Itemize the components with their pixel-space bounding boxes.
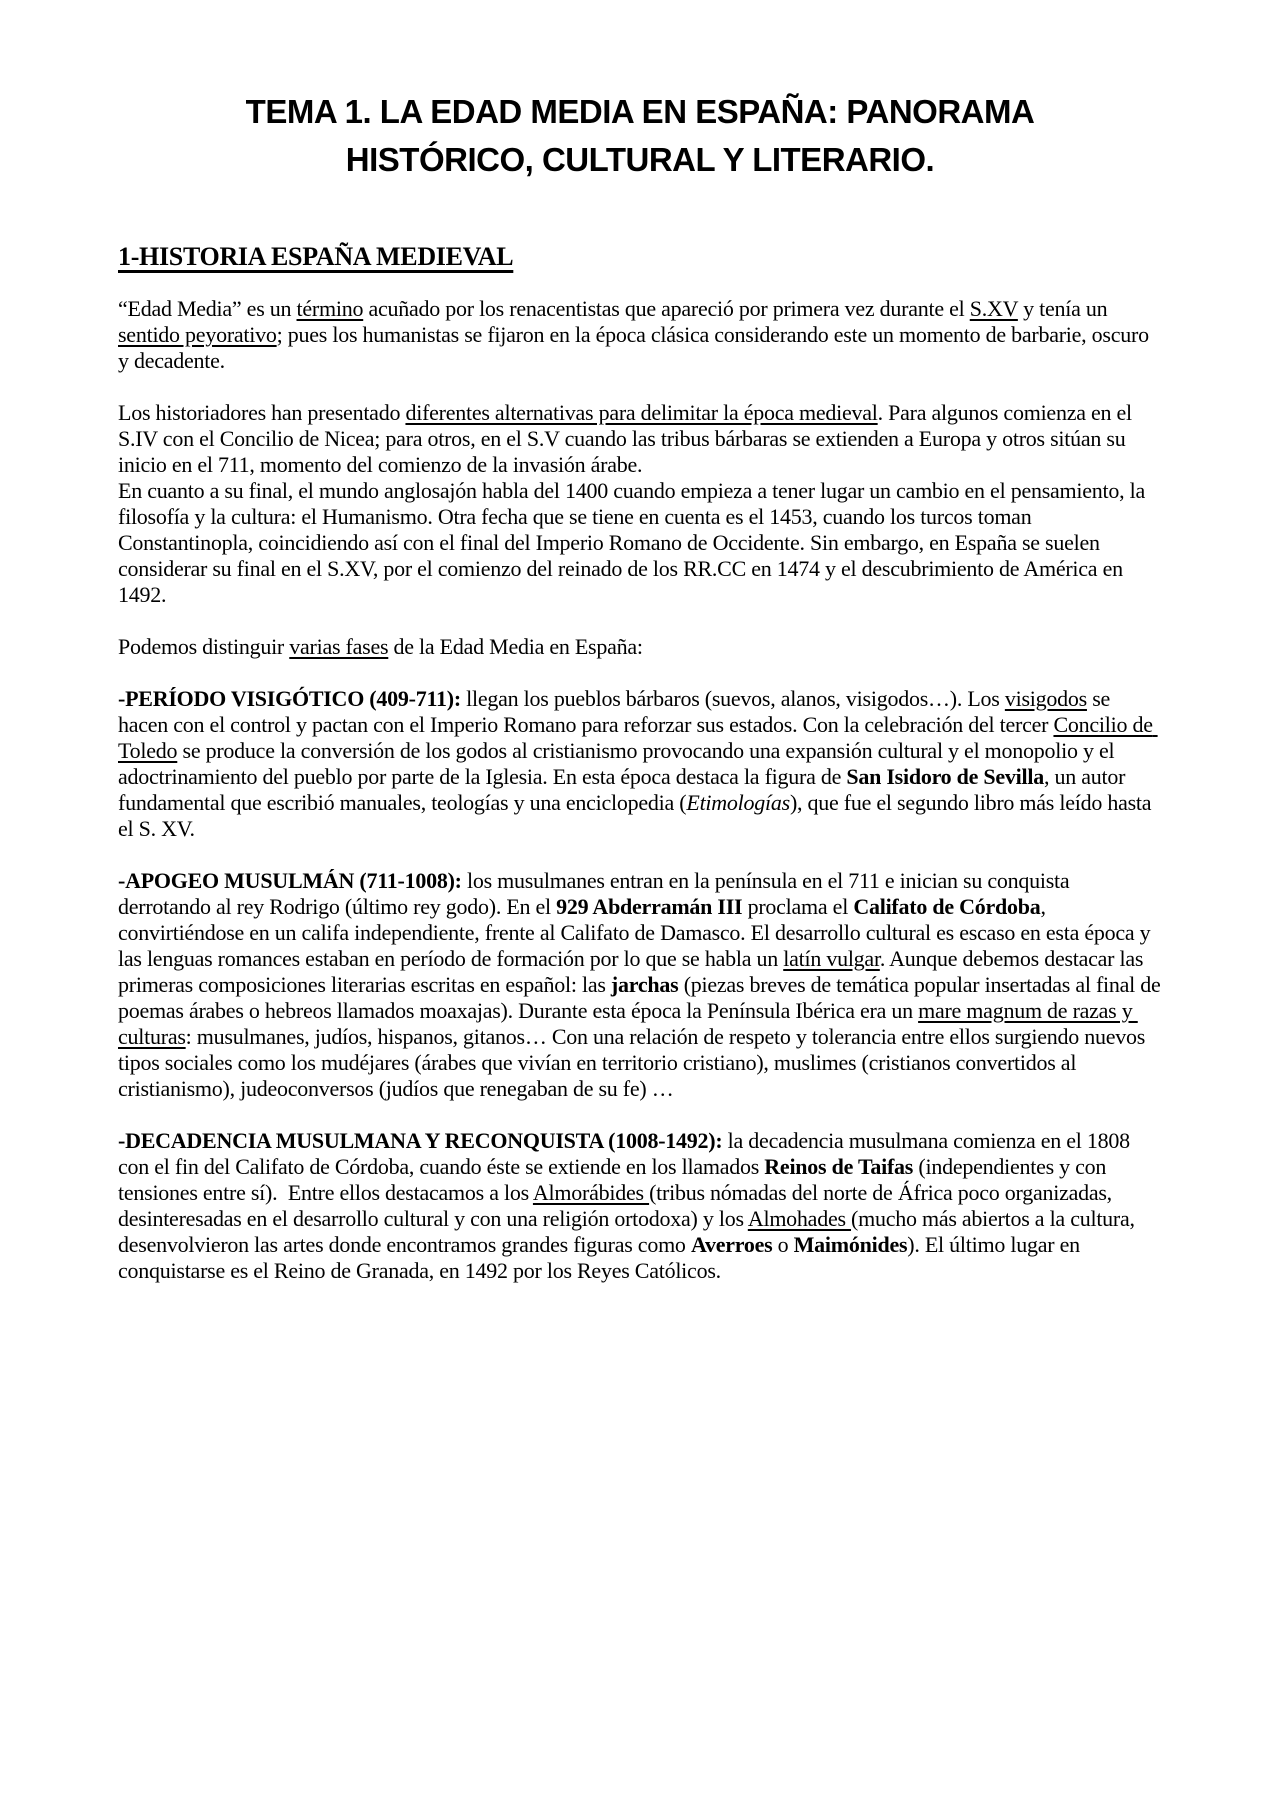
- text-run: acuñado por los renacentistas que apareció por primera vez durante el: [363, 295, 970, 321]
- text-run: diferentes alternativas para delimitar la época medieval: [405, 399, 878, 425]
- paragraph-final-edad-media: [118, 478, 1162, 608]
- text-run: -PERÍODO VISIGÓTICO (409-711):: [118, 685, 461, 711]
- text-run: (independientes y con tensiones entre sí). Entre ellos destacamos a los: [118, 1153, 1112, 1205]
- paragraph-definicion-edad-media: [118, 296, 1162, 374]
- text-run: Almohades: [747, 1205, 852, 1231]
- text-run: (tribus nómadas del norte de África poco organizadas, desinteresadas en el desarrollo cultural y con una religión ortodoxa) y los: [118, 1179, 1118, 1231]
- text-run: “Edad Media” es un: [118, 295, 297, 321]
- text-run: (piezas breves de temática popular insertadas al final de poemas árabes o hebreos llamados moaxajas). Durante esta época la Península Ibérica era un: [118, 971, 1166, 1023]
- paragraph-periodo-visigotico: [118, 686, 1162, 842]
- text-run: término: [296, 295, 364, 321]
- text-run: Reinos de Taifas: [764, 1153, 914, 1179]
- text-run: (mucho más abiertos a la cultura, desenvolvieron las artes donde encontramos grandes figuras como: [118, 1205, 1141, 1257]
- text-run: . Para algunos comienza en el S.IV con el Concilio de Nicea; para otros, en el S.V cuando las tribus bárbaras se extienden a Europa y otros sitúan su inicio en el 711, momento del comienzo de la invasión árabe.: [118, 399, 1138, 477]
- document-title: TEMA 1. LA EDAD MEDIA EN ESPAÑA: PANORAMA HISTÓRICO, CULTURAL Y LITERARIO.: [245, 93, 1035, 178]
- paragraph-apogeo-musulman: [118, 867, 1166, 1102]
- text-run: S.XV: [969, 295, 1018, 321]
- text-run: ), que fue el segundo libro más leído hasta el S. XV.: [118, 789, 1157, 841]
- text-run: de la Edad Media en España:: [388, 633, 643, 659]
- text-run: Califato de Córdoba: [853, 893, 1041, 919]
- text-run: latín vulgar: [783, 945, 880, 971]
- text-run: ). El último lugar en conquistarse es el Reino de Granada, en 1492 por los Reyes Católicos.: [118, 1231, 1086, 1283]
- text-run: se hacen con el control y pactan con el Imperio Romano para reforzar sus estados. Con la celebración del tercer: [118, 685, 1116, 737]
- text-run: , convirtiéndose en un califa independiente, frente al Califato de Damasco. El desarrollo cultural es escaso en esta época y las lenguas romances estaban en período de formación por lo que se habla un: [118, 893, 1156, 971]
- text-run: Los historiadores han presentado: [118, 399, 406, 425]
- text-run: . Aunque debemos destacar las primeras composiciones literarias escritas en español: las: [118, 945, 1149, 997]
- text-run: varias fases: [289, 633, 389, 659]
- text-run: jarchas: [610, 971, 679, 997]
- text-run: En cuanto a su final, el mundo anglosajón habla del 1400 cuando empieza a tener lugar un cambio en el pensamiento, la filosofía y la cultura: el Humanismo. Otra fecha que se tiene en cuenta es el 1453, cuando los turcos toman Constantinopla, coincidiendo así con el final del Imperio Romano de Occidente. Sin embargo, en España se suelen considerar su final en el S.XV, por el comienzo del reinado de los RR.CC en 1474 y el descubrimiento de América en 1492.: [118, 477, 1151, 607]
- text-run: Concilio de Toledo: [118, 711, 1158, 763]
- text-run: Maimónides: [793, 1231, 908, 1257]
- text-run: ; pues los humanistas se fijaron en la época clásica considerando este un momento de barbarie, oscuro y decadente.: [118, 321, 1155, 373]
- paragraph-decadencia-musulmana: [118, 1128, 1162, 1284]
- text-run: se produce la conversión de los godos al cristianismo provocando una expansión cultural y el monopolio y el adoctrinamiento del pueblo por parte de la Iglesia. En esta época destaca la figura de: [118, 737, 1120, 789]
- text-run: , un autor fundamental que escribió manuales, teologías y una enciclopedia (: [118, 763, 1131, 815]
- text-run: o: [772, 1231, 794, 1257]
- paragraph-delimitacion-epoca: [118, 400, 1162, 478]
- text-run: 929 Abderramán III: [556, 893, 743, 919]
- text-run: -APOGEO MUSULMÁN (711-1008):: [118, 867, 462, 893]
- text-run: Almorábides: [532, 1179, 650, 1205]
- text-run: : musulmanes, judíos, hispanos, gitanos… Con una relación de respeto y tolerancia entre ellos surgiendo nuevos tipos sociales como los mudéjares (árabes que vivían en territorio cristiano), muslimes (cristianos convertidos al cristianismo), judeoconversos (judíos que renegaban de su fe) …: [118, 1023, 1151, 1101]
- section-heading-historia: 1-HISTORIA ESPAÑA MEDIEVAL: [118, 241, 514, 271]
- text-run: mare magnum de razas y culturas: [118, 997, 1138, 1049]
- text-run: Etimologías: [686, 789, 790, 815]
- text-run: Podemos distinguir: [118, 633, 290, 659]
- text-run: visigodos: [1004, 685, 1087, 711]
- text-run: -DECADENCIA MUSULMANA Y RECONQUISTA (1008-1492):: [118, 1127, 723, 1153]
- text-run: los musulmanes entran en la península en el 711 e inician su conquista derrotando al rey Rodrigo (último rey godo). En el: [118, 867, 1075, 919]
- paragraph-fases: [118, 634, 1162, 660]
- text-run: proclama el: [742, 893, 854, 919]
- text-run: y tenía un: [1017, 295, 1113, 321]
- text-run: llegan los pueblos bárbaros (suevos, alanos, visigodos…). Los: [460, 685, 1005, 711]
- text-run: la decadencia musulmana comienza en el 1808 con el fin del Califato de Córdoba, cuando éste se extiende en los llamados: [118, 1127, 1136, 1179]
- text-run: San Isidoro de Sevilla: [846, 763, 1045, 789]
- text-run: sentido peyorativo: [118, 321, 277, 347]
- text-run: Averroes: [690, 1231, 773, 1257]
